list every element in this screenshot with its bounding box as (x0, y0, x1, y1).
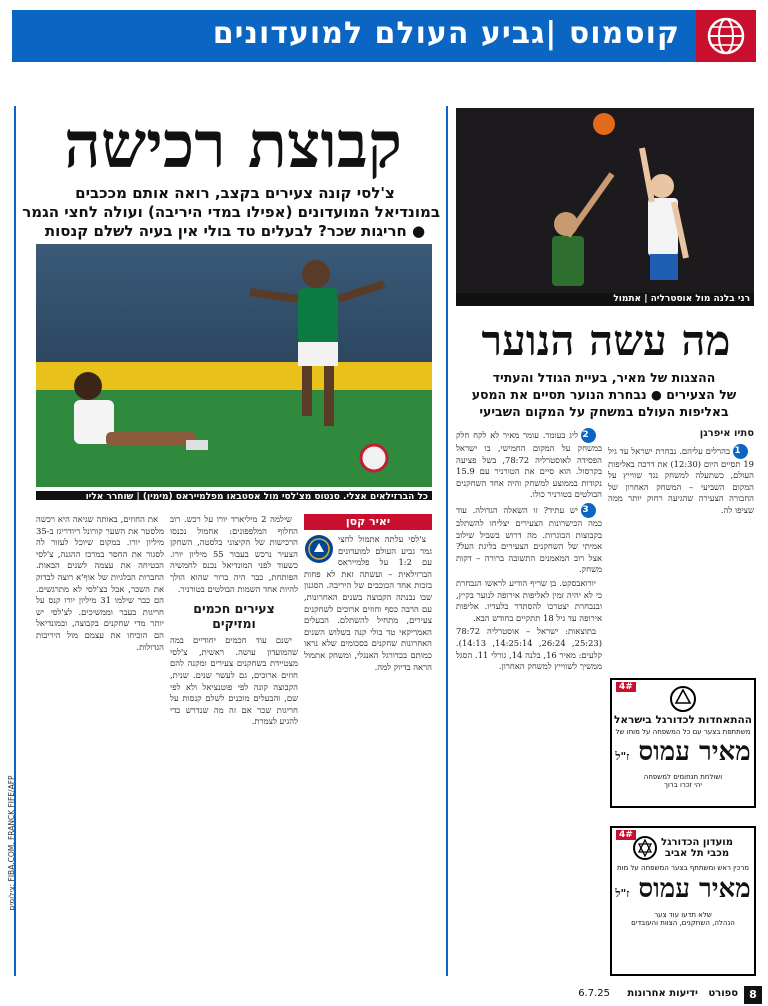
lead-column-1 (304, 514, 432, 980)
notice-2-header-2: מכבי תל אביב (664, 848, 730, 859)
side-point-1: בהרלים עליהם. נבחרת ישראל עד גיל 19 תסיים היום (12:30) את דרכה באליפות העולם, כשתעלה למשחק נגד שווייץ על המקום השביעי – המשחק האחרון של החבורה הצעירה שהגיעה רחוק יותר ממה שציפו לה. (608, 445, 754, 515)
page-number: 8 (744, 986, 762, 1004)
footer-section: ספורט (708, 988, 738, 999)
notice-1-suffix: ז"ל (615, 750, 630, 763)
section-header (12, 10, 756, 62)
lead-column-1-text: צ'לסי עלתה אתמול לחצי גמר גביע העולם למועדונים עם 1:2 על פלמייראס הברזילאית – ועשתה זאת לא פחות בזכות אחד הכוכבים של היריבה. הסגנון שבו נבנתה הקבוצה בשנים האחרונות, עם הרבה כסף וחוזים ארוכים לשחקנים צעירים, מתחיל להשתלם. הבעלים האמריקאי טד בולי קנה בשלוש השנים האחרונות שחקנים בסכומים שלא נראו כמותם בכדורגל האנגלי, ומשחק אתמול הראה בדיוק למה. (304, 534, 432, 672)
chelsea-crest-icon (304, 534, 334, 564)
lead-column-2-subhead: צעירים חכמים ומזיקים (193, 601, 275, 632)
side-column-1 (608, 428, 754, 674)
photo-credit: צילומים: FIBA.COM, FRANCK FIFE/AFP (7, 775, 16, 911)
lead-column-2-text: שילמה 2 מיליארד יורו על רכש. רוב החלוף המלפפונים: אחמול נכנסו הרכישות של הקיצוני בלסטה, השחקן הצעיר נרכש בעבור 55 מיליון יורו. כשעוד לפני המונדיאל נכנס לחמשיה הפותחת, כבר היה ברור שהוא הולך להיות אחד השמות הבולטים בטורניר. (170, 514, 298, 594)
lead-photo-caption: כל הברזילאים אצלי. סנטוס מצ'לסי מול אסטבאו מפלמייראס (מימין) | שוחרר אליו (36, 491, 432, 500)
lead-column-3-text: את החוזים, באותה שגיאה היא רכשה מלסטר את השער קורונל ריודריגז ב-35 מיליון יורו. במקום שיוכל לעזור לה לסגור את החסר במרכז ההגנה, צ'לסי הבטיחה את עצמה לשנים הבאות. החברות הבלגיות של אוף'א רוצה לבדוק את השכר, אבל בצ'לסי לא מתרגשים. הם כבר שילמו 31 מיליון יורו קנס על חריגות בעבר וממשיכים. לצ'לסי יש יותר מדי שחקנים בקבוצה, ובמונדיאל הם הוכיחו את עצמם מול היריבות הגדולות. (36, 514, 164, 652)
point-3-badge: 3 (581, 503, 596, 518)
middle-rule (446, 106, 448, 976)
notice-2-line: מרכין ראש ומשתתף בצער המשפחה על מות (616, 864, 750, 872)
subheadline-1: צ'לסי קונה צעירים בקצב, רואה אותם מככבים (75, 184, 395, 202)
side-sub-1: ההצגות של מאיר, בעיית הגודל והעתיד (492, 370, 716, 385)
lead-column-2b-text: ישנם עוד חכמים יחודיים במה שהמועדון עושה. ראשית, צ'לסי מצטיידת בשחקנים צעירים ומקנה להם חוזים ארוכים, גם לעשר שנים. שנית, הקבוצה קונה לפי פוטנציאל ולא לפי שם, והבעלים מוכנים לשלם קנסות על חריגות שכר אם זה מה שנדרש כדי להגיע לצמרת. (170, 635, 298, 727)
header-title: קוסמוס |גביע העולם למועדונים (212, 16, 680, 51)
lead-column-2 (170, 514, 298, 980)
side-point-3: יש עתיד? זו השאלה הגדולה. עוד כמה הכישרונות הצעירים יצליחו להשתלב בקבוצות הבוגרות. מה דרוש בשביל שילוב אמיתי של השחקנים הצעירים בליגת העל? אצל רוב המאמנים התשובה ברורה – דקות משחק. (456, 504, 602, 575)
page-footer (0, 984, 768, 1006)
notice-2-suffix: ז"ל (615, 887, 630, 900)
notice-1-tag: 4# (616, 682, 636, 692)
notice-1-header: ההתאחדות לכדורגל בישראל (614, 714, 752, 726)
globe-logo-icon (696, 10, 756, 62)
subheadline-2: במונדיאל המועדונים (אפילו במדי היריבה) ועולה לחצי הגמר (22, 203, 440, 221)
side-sub-3: באליפות העולם במשחק על המקום השביעי (479, 404, 729, 419)
side-photo (456, 108, 754, 306)
lead-photo (36, 244, 432, 500)
notice-1-name: מאיר עמוס (638, 737, 751, 767)
subheadline-3: ● חריגות שכר? לבעלים טד בולי אין בעיה לשלם קנסות (44, 222, 426, 240)
lead-column-3 (36, 514, 164, 980)
side-point-2: ליג בעומר. עומר מאיר לא לקח חלק במשחק על המקום החמישי, בו ישראל הפסידה לאוסטרליה 78:72, בשל פציעה בקרסול. הוא סיים את הטורניר עם 15.9 נקודות בממוצע למשחק והיה אחד השחקנים הבולטים בטורניר כולו. (456, 430, 602, 500)
side-point-3b: יורואבסקט. בן שריף הודיע לראשו הנבחרת כי לא יהיה זמין לאליפות אירופה לנוער בקיץ, ובנבחרת יצטרכו להסתדר בלעדיו. אליפות אירופה עד גיל 18 תתקיים בחודש הבא. (456, 577, 602, 623)
side-author: סתיו איפרגן (699, 428, 754, 439)
side-column-2 (456, 428, 602, 976)
notice-1-footer-2: יהי זכרו ברוך (664, 781, 702, 789)
point-2-badge: 2 (581, 428, 596, 443)
lead-author: יאיר קסן (304, 514, 432, 530)
side-photo-caption: רני בלנה מול אוסטרליה | אתמול (456, 293, 754, 306)
notice-1-footer-1: ושולחת תנחומים למשפחה (643, 773, 723, 781)
footer-paper: ידיעות אחרונות (627, 988, 698, 999)
notice-1-line: משתתפת בצער עם כל המשפחה על מותו של (615, 728, 751, 736)
ifa-logo-icon (670, 686, 696, 712)
maccabi-logo-icon (633, 836, 657, 860)
side-point-3c: בתוצאות: ישראל – אוסטרליה 78:72 (25:23, 26:24, 14:25:14, 14:13). קלעים: מאיר 16, בלנה 14, גורלי 11. הסגל ממשיך לשווייץ למשחק האחרון. (456, 626, 602, 672)
side-headline: מה עשה הנוער (481, 316, 731, 365)
notice-2-header-1: מועדון הכדורגל (661, 837, 733, 848)
main-headline: קבוצת רכישה (64, 108, 402, 183)
side-sub-2: של הצעירים ● נבחרת הנוער תסיים את המסע (471, 387, 737, 402)
memorial-notice-2 (610, 826, 756, 976)
notice-2-footer-2: הנהלה, השחקנים, הצוות והעובדים (631, 919, 735, 927)
notice-2-footer-1: שלא תדעו עוד צער (654, 911, 712, 919)
notice-2-tag: 4# (616, 830, 636, 840)
footer-date: 6.7.25 (578, 988, 610, 999)
memorial-notice-1 (610, 678, 756, 808)
notice-2-name: מאיר עמוס (638, 874, 751, 904)
point-1-badge: 1 (733, 444, 748, 459)
